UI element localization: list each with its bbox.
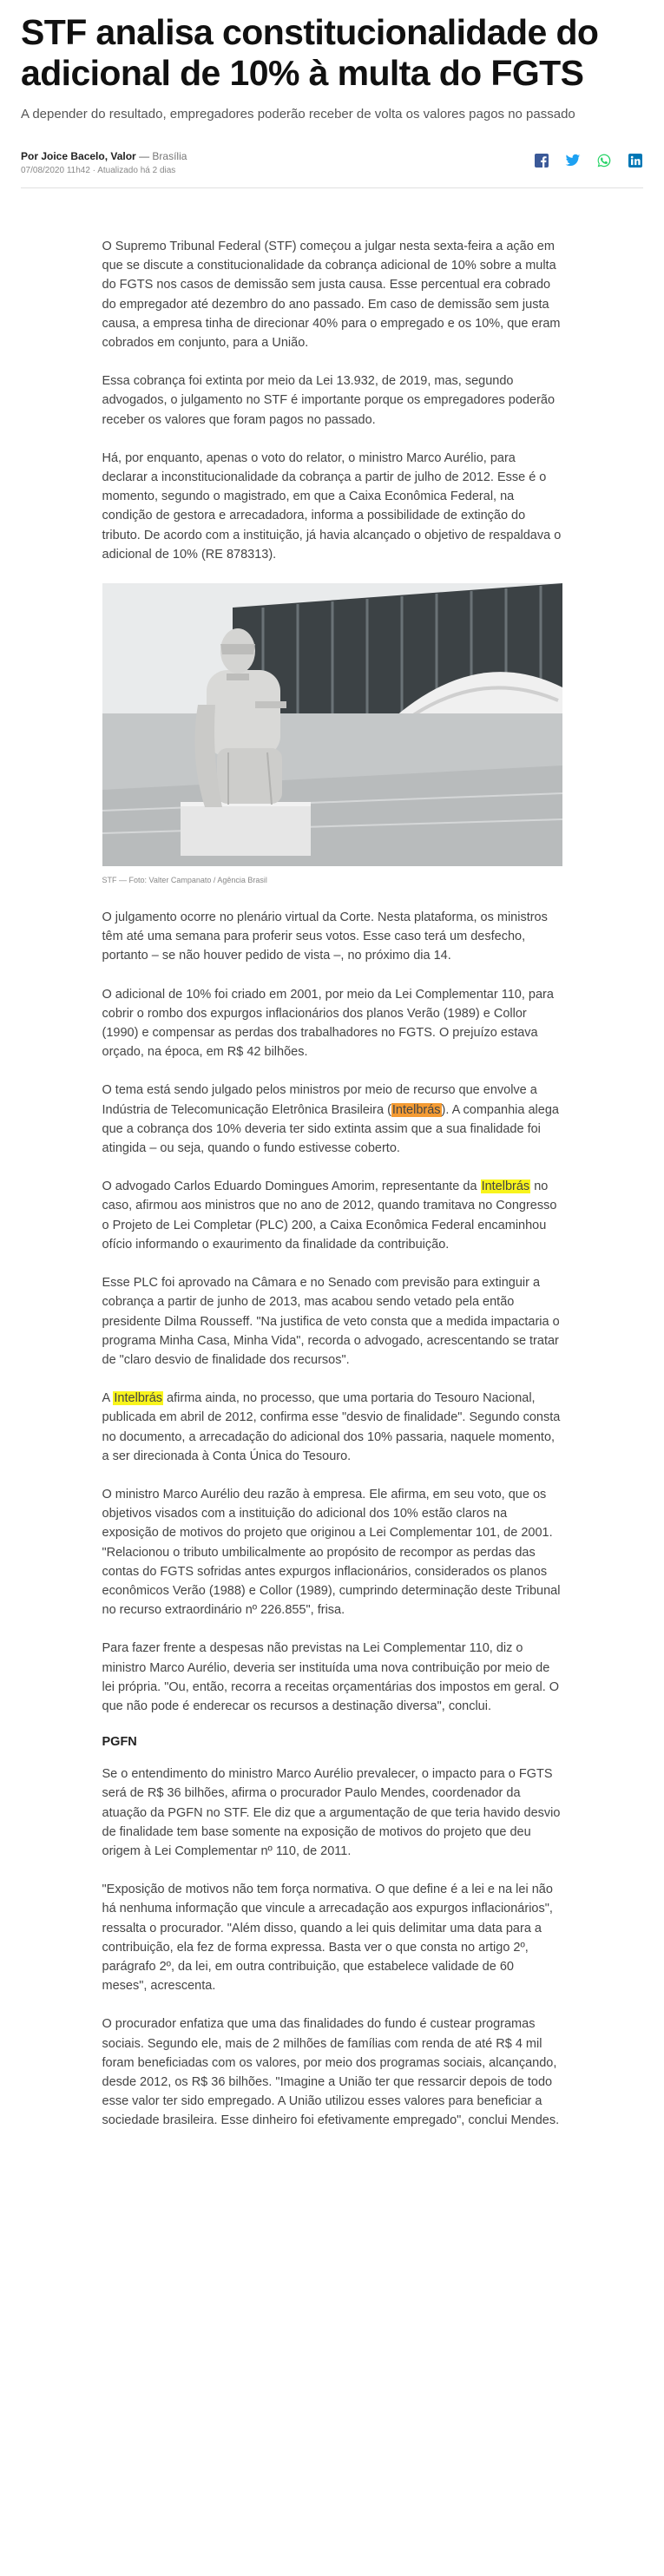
author-name[interactable]: Por Joice Bacelo, Valor <box>21 150 136 162</box>
article-title: STF analisa constitucionalidade do adicional de 10% à multa do FGTS <box>21 12 599 93</box>
highlighted-term[interactable]: Intelbrás <box>481 1180 530 1194</box>
highlighted-term[interactable]: Intelbrás <box>114 1391 163 1406</box>
paragraph: Esse PLC foi aprovado na Câmara e no Senado com previsão para extinguir a cobrança a partir de junho de 2013, mas acabou sendo vetado pela então presidente Dilma Rousseff. "Na justifica de veto consta que a medida impactaria o programa Minha Casa, Minha Vida", recorda o advogado, acrescentando se tratar de "claro desvio de finalidade dos recursos". <box>102 1276 560 1367</box>
paragraph <box>102 1389 562 1466</box>
publish-date: 07/08/2020 11h42 · Atualizado há 2 dias <box>21 166 176 175</box>
paragraph: O Supremo Tribunal Federal (STF) começou a julgar nesta sexta-feira a ação em que se discute a constitucionalidade da cobrança adicional de 10% sobre a multa do FGTS nos casos de demissão sem justa causa. Esse percentual era cobrado do empregador até dezembro do ano passado. Em caso de demissão sem justa causa, a empresa tinha de direcionar 40% para o empregado e os 10%, que eram cobrados em conjunto, para a União. <box>102 240 561 351</box>
byline-separator: — <box>135 150 153 162</box>
section-heading: PGFN <box>102 1735 137 1750</box>
paragraph: Essa cobrança foi extinta por meio da Lei 13.932, de 2019, mas, segundo advogados, o julgamento no STF é importante porque os empregadores poderão receber os valores que foram pagos no passado. <box>102 374 556 427</box>
paragraph-text: no caso, afirmou aos ministros que no ano de 2012, quando tramitava no Congresso o Projeto de Lei Completar (PLC) 200, a Caixa Econômica Federal encaminhou ofício informando o exaurimento da finalidade da contribuição. <box>102 1180 557 1252</box>
paragraph: Há, por enquanto, apenas o voto do relator, o ministro Marco Aurélio, para declarar a inconstitucionalidade da cobrança a partir de julho de 2012. Esse é o momento, segundo o magistrado, em que a Caixa Econômica Federal, na condição de gestora e arrecadadora, informa a possibilidade de extinção do tributo. De acordo com a instituição, já havia alcançado o objetivo de respaldava o adicional de 10% (RE 878313). <box>102 450 562 562</box>
article-photo-figure <box>102 583 562 885</box>
paragraph-text: A <box>102 1391 114 1406</box>
linkedin-icon[interactable] <box>628 153 643 168</box>
share-bar <box>534 153 643 168</box>
paragraph: Para fazer frente a despesas não previstas na Lei Complementar 110, diz o ministro Marco Aurélio, deveria ser instituída uma nova contribuição por meio de lei própria. "Ou, então, recorra a receitas orçamentárias dos impostos em geral. O que não pode é enderecar os recursos a destinação diversa", conclui. <box>102 1641 560 1713</box>
photo-caption: STF — Foto: Valter Campanato / Agência Brasil <box>102 876 267 885</box>
paragraph: O ministro Marco Aurélio deu razão à empresa. Ele afirma, em seu voto, que os objetivos visados com a instituição do adicional dos 10% estão claros na exposição de motivos do projeto que originou a Lei Complementar 101, de 2001. "Relacionou o tributo umbilicalmente ao propósito de recompor as perdas das contas do FGTS sofridas antes expurgos inflacionários, considerados os planos econômicos Verão (1988) e Collor (1989), cumprindo determinação deste Tribunal no recurso extraordinário nº 226.855", frisa. <box>102 1487 561 1618</box>
paragraph-text: O advogado Carlos Eduardo Domingues Amorim, representante da <box>102 1180 481 1194</box>
article-body <box>102 188 562 2131</box>
paragraph: "Exposição de motivos não tem força normativa. O que define é a lei e na lei não há nenhuma informação que vincule a arrecadação aos expurgos inflacionários", ressalta o procurador. "Além disso, quando a lei quis delimitar uma data para a contribuição, ela fez de forma expressa. Basta ver o que consta no artigo 2º, parágrafo 2º, da lei, em outra contribuição, que estabelece validade de 60 meses", acrescenta. <box>102 1883 553 1994</box>
paragraph <box>102 1177 562 1254</box>
byline <box>21 149 643 188</box>
facebook-icon[interactable] <box>534 153 549 168</box>
paragraph: O procurador enfatiza que uma das finalidades do fundo é custear programas sociais. Segundo ele, mais de 2 milhões de famílias com renda de até R$ 4 mil foram beneficiadas com os valores, por meio dos programas sociais, alcançando, desde 2012, os R$ 36 bilhões. "Imagine a União ter que ressarcir depois de todo esse valor ter sido empregado. A União utilizou esses valores para beneficiar a sociedade brasileira. Esse dinheiro foi efetivamente empregado", conclui Mendes. <box>102 2017 560 2128</box>
article-photo[interactable] <box>102 583 562 866</box>
highlighted-term[interactable]: Intelbrás <box>391 1102 441 1117</box>
paragraph-text: O tema está sendo julgado pelos ministros por meio de recurso que envolve a Indústria de Telecomunicação Eletrônica Brasileira ( <box>102 1083 537 1117</box>
paragraph-text: afirma ainda, no processo, que uma portaria do Tesouro Nacional, publicada em abril de 2012, confirma esse "desvio de finalidade". Segundo consta no documento, a arrecadação do adicional dos 10% passaria, naquele momento, a ser direcionada à Conta Única do Tesouro. <box>102 1391 561 1463</box>
article-header <box>0 0 664 188</box>
paragraph: O julgamento ocorre no plenário virtual da Corte. Nesta plataforma, os ministros têm até uma semana para proferir seus votos. Esse caso terá um desfecho, portanto – se não houver pedido de vista –, no próximo dia 14. <box>102 910 548 963</box>
whatsapp-icon[interactable] <box>596 153 612 168</box>
byline-city: Brasília <box>152 150 187 162</box>
article-subtitle: A depender do resultado, empregadores poderão receber de volta os valores pagos no passado <box>21 107 575 122</box>
paragraph: O adicional de 10% foi criado em 2001, por meio da Lei Complementar 110, para cobrir o rombo dos expurgos inflacionários dos planos Verão (1989) e Collor (1990) e compensar as perdas dos trabalhadores no FGTS. O prejuízo estava orçado, na época, em R$ 42 bilhões. <box>102 987 554 1060</box>
paragraph <box>102 1081 562 1158</box>
twitter-icon[interactable] <box>565 153 581 168</box>
paragraph-text: ). A companhia alega que a cobrança dos 10% deveria ter sido extinta assim que a sua finalidade foi atingida – ou seja, quando o fundo estivesse coberto. <box>102 1102 559 1156</box>
paragraph: Se o entendimento do ministro Marco Aurélio prevalecer, o impacto para o FGTS será de R$ 36 bilhões, afirma o procurador Paulo Mendes, coordenador da atuação da PGFN no STF. Ele diz que a argumentação de que teria havido desvio de finalidade tem base somente na exposição de motivos do projeto que deu origem à Lei Complementar nº 110, de 2011. <box>102 1767 561 1858</box>
